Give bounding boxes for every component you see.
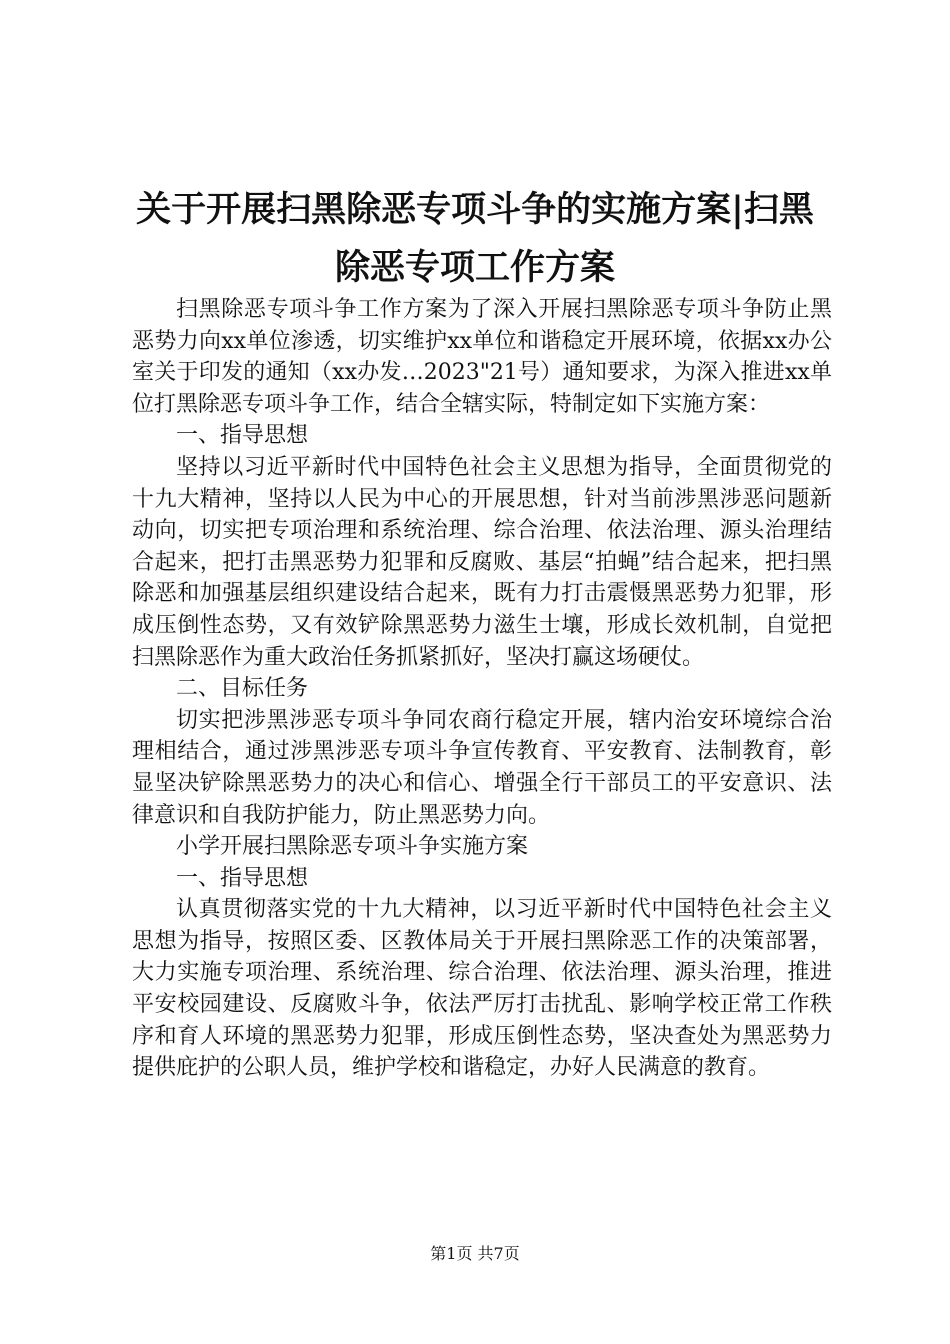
document-body [132, 294, 832, 1084]
paragraph-guiding-thought-2: 认真贯彻落实党的十九大精神，以习近平新时代中国特色社会主义思想为指导，按照区委、区教体局关于开展扫黑除恶工作的决策部署，大力实施专项治理、系统治理、综合治理、依法治理、源头治理，推进平安校园建设、反腐败斗争，依法严厉打击扰乱、影响学校正常工作秩序和育人环境的黑恶势力犯罪，形成压倒性态势，坚决查处为黑恶势力提供庇护的公职人员，维护学校和谐稳定，办好人民满意的教育。 [132, 897, 832, 1081]
document-title-line1: 关于开展扫黑除恶专项斗争的实施方案|扫黑 [136, 189, 814, 230]
paragraph-intro: 扫黑除恶专项斗争工作方案为了深入开展扫黑除恶专项斗争防止黑恶势力向xx单位渗透，切实维护xx单位和谐稳定开展环境，依据xx办公室关于印发的通知（xx办发…2023"21号）通知要求，为深入推进xx单位打黑除恶专项斗争工作，结合全辖实际，特制定如下实施方案： [132, 297, 832, 417]
heading-goals-tasks: 二、目标任务 [176, 676, 309, 702]
page-number-footer: 第1页 共7页 [430, 1244, 520, 1263]
heading-school-plan: 小学开展扫黑除恶专项斗争实施方案 [176, 834, 529, 860]
paragraph-guiding-thought: 坚持以习近平新时代中国特色社会主义思想为指导，全面贯彻党的十九大精神，坚持以人民为中心的开展思想，针对当前涉黑涉恶问题新动向，切实把专项治理和系统治理、综合治理、依法治理、源头治理结合起来，把打击黑恶势力犯罪和反腐败、基层“拍蝇”结合起来，把扫黑除恶和加强基层组织建设结合起来，既有力打击震慑黑恶势力犯罪，形成压倒性态势，又有效铲除黑恶势力滋生士壤，形成长效机制，自觉把扫黑除恶作为重大政治任务抓紧抓好，坚决打赢这场硬仗。 [132, 454, 832, 670]
paragraph-goals-tasks: 切实把涉黑涉恶专项斗争同农商行稳定开展，辖内治安环境综合治理相结合，通过涉黑涉恶专项斗争宣传教育、平安教育、法制教育，彰显坚决铲除黑恶势力的决心和信心、增强全行干部员工的平安意识、法律意识和自我防护能力，防止黑恶势力向。 [132, 707, 832, 828]
document-title-line2: 除恶专项工作方案 [334, 247, 615, 288]
heading-guiding-thought: 一、指导思想 [176, 423, 309, 449]
heading-guiding-thought-2: 一、指导思想 [176, 865, 309, 891]
